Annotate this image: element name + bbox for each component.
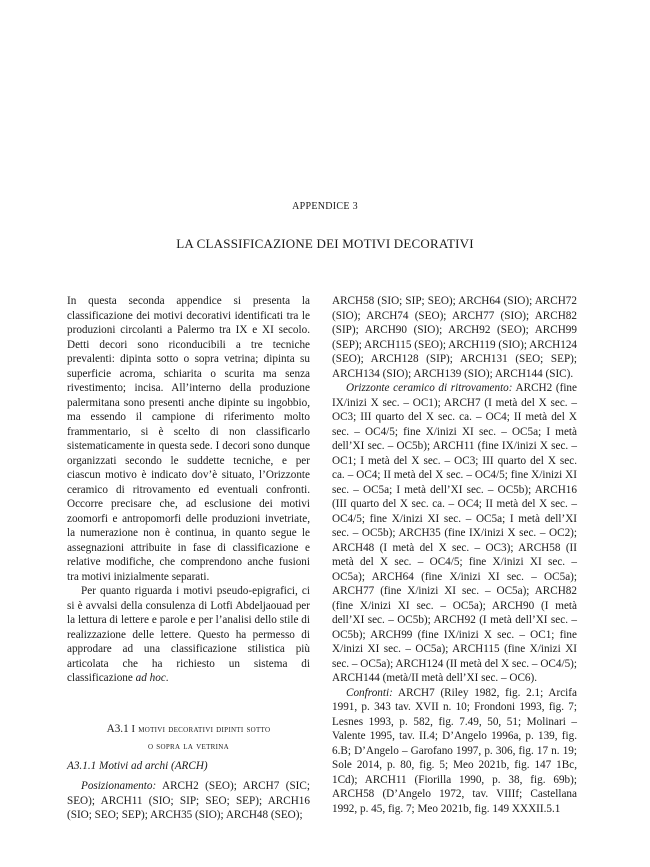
horizon-paragraph xyxy=(332,381,577,686)
section-title-line1: I motivi decorativi dipinti sotto xyxy=(131,723,271,735)
section-heading xyxy=(67,721,310,755)
second-paragraph xyxy=(67,584,310,686)
subsection-heading: A3.1.1 Motivi ad archi (ARCH) xyxy=(67,759,208,772)
right-column xyxy=(332,294,577,816)
position-text: ARCH2 (SEO); ARCH7 (SIC; SEO); ARCH11 (SIO; SIP; SEO; SEP); ARCH16 (SIO; SEO; SEP); ARCH35 (SIO); ARCH48 (SEO); xyxy=(67,780,310,821)
left-column xyxy=(67,294,310,823)
second-paragraph-italic: ad hoc xyxy=(135,672,166,684)
position-label: Posizionamento: xyxy=(81,780,157,792)
horizon-text: ARCH2 (fine IX/inizi X sec. – OC1); ARCH7 (I metà del X sec. – OC3; III quarto del X sec. ca. – OC4; II metà del X sec. – OC4/5; fine X/inizi XI sec. – OC5a; I metà dell’XI sec. – OC5b); ARCH11 (fine IX/inizi X sec. – OC1; I metà del X sec. – OC3; III quarto del X sec. ca. – OC4; II metà del X sec. – OC4/5; fine X/inizi XI sec. – OC5a; I metà dell’XI sec. – OC5b); ARCH16 (III quarto del X sec. ca. – OC4; II metà del X sec. – OC4/5; fine X/inizi XI sec. – OC5a; I metà dell’XI sec. – OC5b); ARCH35 (fine IX/inizi X sec. – OC2); ARCH48 (I metà del X sec. – OC3); ARCH58 (II metà del X sec. – OC4/5; fine X/inizi XI sec. – OC5a); ARCH64 (fine X/inizi XI sec. – OC5a); ARCH77 (fine X/inizi XI sec. – OC5a); ARCH82 (fine X/inizi XI sec. – OC5a); ARCH90 (I metà dell’XI sec. – OC5b); ARCH92 (I metà dell’XI sec. – OC5b); ARCH99 (fine IX/inizi X sec. – OC1; fine X/inizi XI sec. – OC5a); ARCH115 (fine X/inizi XI sec. – OC5a); ARCH124 (II metà del X sec. – OC4/5); ARCH144 (metà/II metà dell’XI sec. – OC6). xyxy=(332,382,577,684)
comparisons-label: Confronti: xyxy=(346,686,393,699)
section-number: A3.1 xyxy=(106,722,129,735)
second-paragraph-main: Per quanto riguarda i motivi pseudo-epigrafici, ci si è avvalsi della consulenza di Lotfi Abdeljaouad per la lettura di lettere e parole e per l’analisi dello stile di realizzazione delle lettere. Questo ha permesso di approdare ad una classificazione stilistica più articolata che ha richiesto un sistema di classificazione xyxy=(67,585,310,684)
intro-paragraph: In questa seconda appendice si presenta la classificazione dei motivi decorativi identificati tra le produzioni circolanti a Palermo tra IX e XI secolo. Detti decori sono riconducibili a tre tecniche prevalenti: dipinta sotto o sopra vetrina; dipinta su superficie acroma, schiarita o scurita ma senza rivestimento; incisa. All’interno della produzione palermitana sono presenti anche dipinte su ingobbio, ma essendo il campione di riferimento molto frammentario, si è scelto di non classificarlo sistematicamente in questa sede. I decori sono dunque organizzati secondo le suddette tecniche, e per ciascun motivo è indicato dov’è situato, l’Orizzonte ceramico di ritrovamento ed eventuali confronti. Occorre precisare che, ad esclusione dei motivi zoomorfi e antropomorfi delle produzioni invetriate, la numerazione non è continua, in quanto segue le assegnazioni attribuite in fase di classificazione e relative modifiche, che comprendono anche fusioni tra motivi inizialmente separati. xyxy=(67,295,310,583)
comparisons-text: ARCH7 (Riley 1982, fig. 2.1; Arcifa 1991, p. 343 tav. XVII n. 10; Frondoni 1993, fig. 7; Lesnes 1993, p. 582, fig. 7.49, 50, 51; Molinari – Valente 1995, tav. II.4; D’Angelo 1996a, p. 139, fig. 6.B; D’Angelo – Garofano 1997, p. 306, fig. 17 n. 19; Sole 2014, p. 80, fig. 5; Meo 2021b, fig. 147 1Bc, 1Cd); ARCH11 (Fiorilla 1990, p. 38, fig. 69b); ARCH58 (D’Angelo 1972, tav. VIIIf; Castellana 1992, p. 45, fig. 7; Meo 2021b, fig. 149 XXXII.5.1 xyxy=(332,686,577,815)
horizon-label: Orizzonte ceramico di ritrovamento: xyxy=(346,382,513,394)
section-title-line2: o sopra la vetrina xyxy=(148,740,229,752)
comparisons-paragraph xyxy=(332,686,577,817)
appendix-label: APPENDICE 3 xyxy=(292,201,358,212)
chapter-title: LA CLASSIFICAZIONE DEI MOTIVI DECORATIVI xyxy=(176,236,474,251)
position-paragraph xyxy=(67,779,310,823)
second-paragraph-end: . xyxy=(165,672,169,684)
position-continued: ARCH58 (SIO; SIP; SEO); ARCH64 (SIO); ARCH72 (SIO); ARCH74 (SEO); ARCH77 (SIO); ARCH82 (SIP); ARCH90 (SIO); ARCH92 (SEO); ARCH99 (SEP); ARCH115 (SEO); ARCH119 (SIO); ARCH124 (SEO); ARCH128 (SIP); ARCH131 (SEO; SEP); ARCH134 (SIO); ARCH139 (SIO); ARCH144 (SIC). xyxy=(332,295,578,380)
